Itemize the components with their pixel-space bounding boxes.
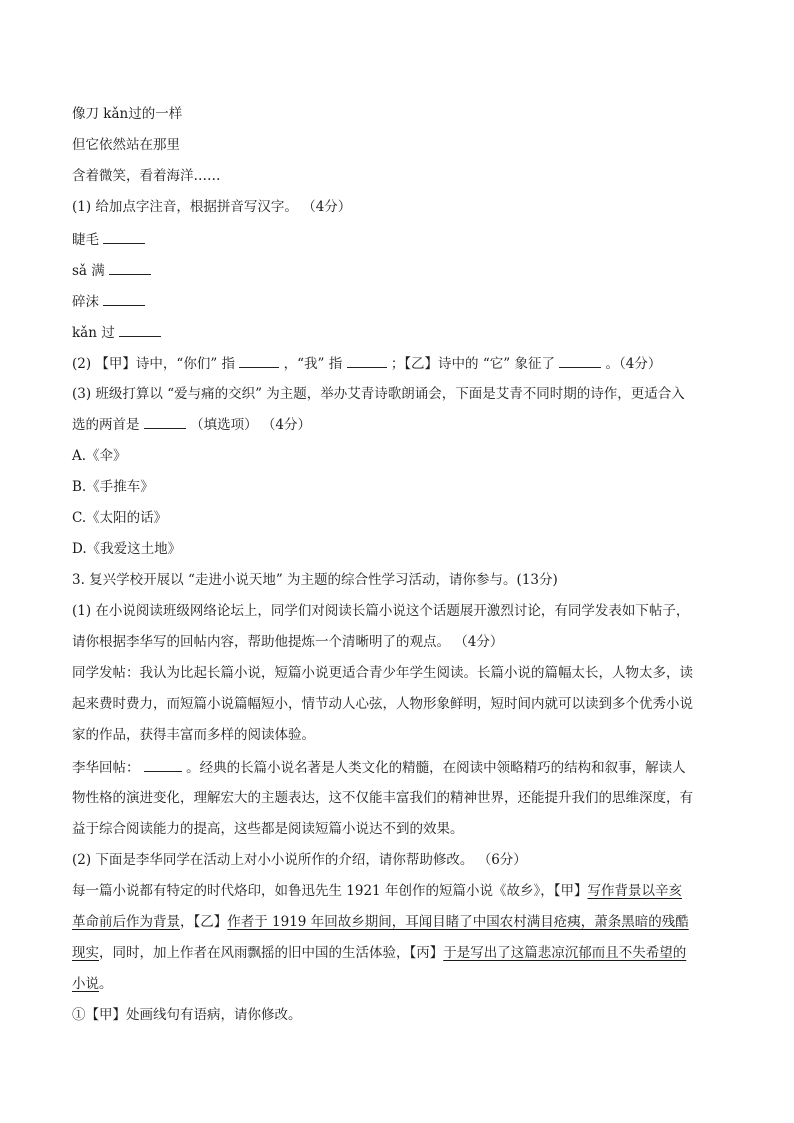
q2-part3-text-b: （填选项） （4分） <box>190 417 311 433</box>
option-d: D.《我爱这土地》 <box>72 541 182 557</box>
intro-line-1 <box>72 881 682 901</box>
pinyin-item-3 <box>72 291 145 312</box>
pinyin-item-2 <box>72 260 151 281</box>
reply-line-2: 物性格的演进变化，理解宏大的主题表达，这不仅能丰富我们的精神世界，还能提升我们的思维深度，有 <box>72 790 693 806</box>
underlined-sentence-bing: 于是写出了这篇悲凉沉郁而且不失希望的 <box>443 945 687 961</box>
q3-part1-line-1: (1) 在小说阅读班级网络论坛上，同学们对阅读长篇小说这个话题展开激烈讨论，有同学发表如下帖子， <box>72 603 690 619</box>
pinyin-word: 碎沫 <box>72 294 99 310</box>
answer-blank[interactable] <box>239 353 279 368</box>
q3-part1-line-2: 请你根据李华写的回帖内容，帮助他提炼一个清晰明了的观点。 （4分） <box>72 634 504 650</box>
answer-blank[interactable] <box>559 353 601 368</box>
underlined-sentence-yi: 作者于 1919 年回故乡期间，耳闻目睹了中国农村满目疮痍，萧条黑暗的残酷 <box>227 914 689 930</box>
pinyin-word: sǎ 满 <box>72 263 105 279</box>
option-c: C.《太阳的话》 <box>72 510 168 526</box>
pinyin-word: 睫毛 <box>72 232 99 248</box>
post-line-3: 家的作品，获得丰富而多样的阅读体验。 <box>72 727 315 743</box>
q2-part2-text-c: ；【乙】诗中的 “它” 象征了 <box>390 356 555 372</box>
option-a: A.《伞》 <box>72 448 127 464</box>
reply-line-1 <box>72 757 686 778</box>
intro-text: ，同时，加上作者在风雨飘摇的旧中国的生活体验，【丙】 <box>99 945 444 961</box>
post-line-1: 同学发帖：我认为比起长篇小说，短篇小说更适合青少年学生阅读。长篇小说的篇幅太长，人物太多，读 <box>72 665 693 681</box>
sub-question-1: ①【甲】处画线句有语病，请你修改。 <box>72 1007 302 1023</box>
option-b: B.《手推车》 <box>72 479 154 495</box>
answer-blank[interactable] <box>119 322 161 337</box>
q2-part3-line-2 <box>72 414 311 435</box>
intro-text: 每一篇小说都有特定的时代烙印，如鲁迅先生 1921 年创作的短篇小说《故乡》，【甲】 <box>72 883 588 899</box>
intro-line-3 <box>72 943 686 963</box>
answer-blank[interactable] <box>347 353 387 368</box>
q2-part2-text-b: ，“我” 指 <box>283 356 343 372</box>
q3-title: 3. 复兴学校开展以 “走进小说天地” 为主题的综合性学习活动，请你参与。(13分) <box>72 572 558 588</box>
poem-line-1: 像刀 kǎn过的一样 <box>72 106 183 122</box>
q3-part2-instruction: (2) 下面是李华同学在活动上对小小说所作的介绍，请你帮助修改。 （6分） <box>72 852 527 868</box>
poem-line-3: 含着微笑，看着海洋…… <box>72 168 221 184</box>
intro-line-2 <box>72 912 689 932</box>
underlined-sentence-jia: 写作背景以辛亥 <box>587 883 682 899</box>
underlined-sentence-yi: 现实 <box>72 945 99 961</box>
answer-blank[interactable] <box>144 414 186 429</box>
reply-text: 。经典的长篇小说名著是人类文化的精髓，在阅读中领略精巧的结构和叙事，解读人 <box>186 760 686 776</box>
q2-part2-text-d: 。（4分） <box>605 356 662 372</box>
pinyin-item-4 <box>72 322 161 343</box>
underlined-sentence-jia: 革命前后作为背景 <box>72 914 180 930</box>
answer-blank[interactable] <box>109 260 151 275</box>
q2-part1-instruction: (1) 给加点字注音，根据拼音写汉字。 （4分） <box>72 199 352 215</box>
intro-text: ，【乙】 <box>180 914 228 930</box>
q2-part3-text-a: 选的两首是 <box>72 417 140 433</box>
q2-part2 <box>72 353 661 374</box>
post-line-2: 起来费时费力，而短篇小说篇幅短小，情节动人心弦，人物形象鲜明，短时间内就可以读到多个优秀小说 <box>72 696 693 712</box>
underlined-sentence-bing: 小说 <box>72 976 99 992</box>
q2-part3-line-1: (3) 班级打算以 “爱与痛的交织” 为主题，举办艾青诗歌朗诵会，下面是艾青不同时期的诗作，更适合入 <box>72 386 685 402</box>
q2-part2-text-a: (2) 【甲】诗中，“你们” 指 <box>72 356 236 372</box>
pinyin-word: kǎn 过 <box>72 325 115 341</box>
reply-line-3: 益于综合阅读能力的提高，这些都是阅读短篇小说达不到的效果。 <box>72 821 464 837</box>
answer-blank[interactable] <box>103 291 145 306</box>
reply-label: 李华回帖： <box>72 760 140 776</box>
answer-blank[interactable] <box>144 757 182 772</box>
pinyin-item-1 <box>72 229 145 250</box>
answer-blank[interactable] <box>103 229 145 244</box>
poem-line-2: 但它依然站在那里 <box>72 137 180 153</box>
intro-text: 。 <box>99 976 113 992</box>
intro-line-4 <box>72 974 113 994</box>
